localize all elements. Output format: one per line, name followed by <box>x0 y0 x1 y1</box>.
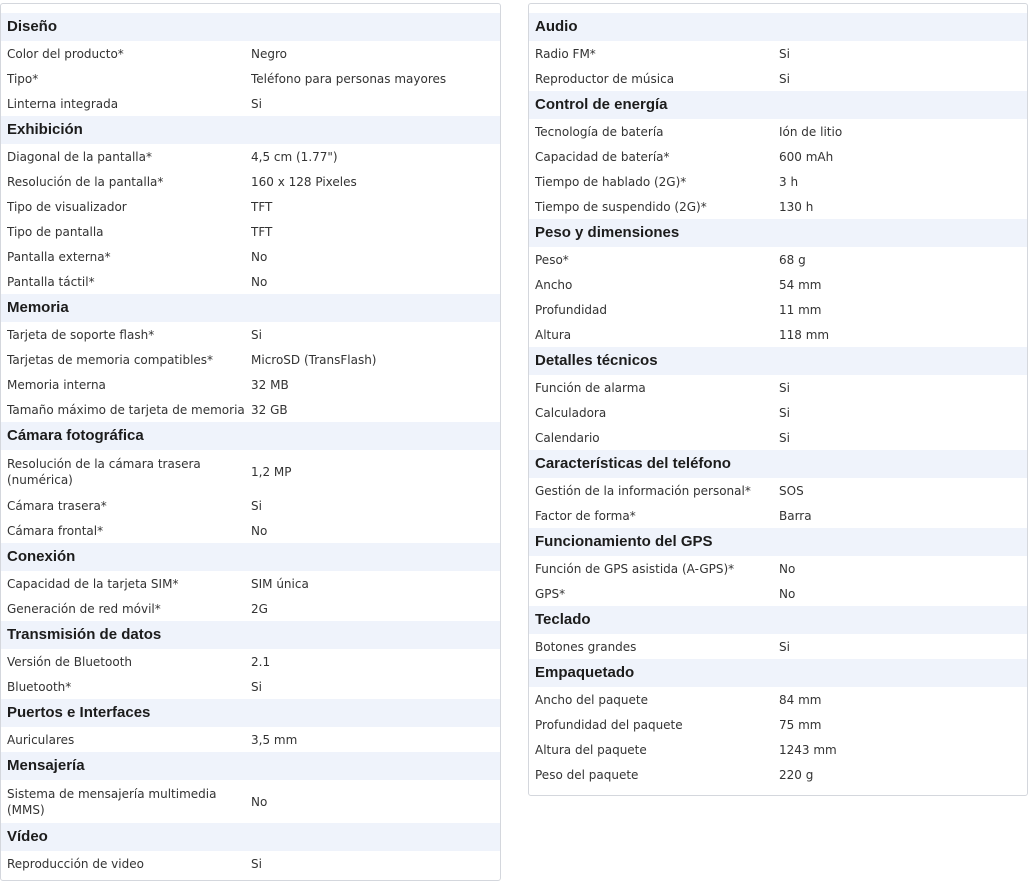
spec-label: Pantalla externa* <box>7 249 111 264</box>
spec-label: Gestión de la información personal* <box>535 483 751 498</box>
section-header-detalles-tecnicos: Detalles técnicos <box>529 347 1027 375</box>
spec-label: Profundidad <box>535 302 608 317</box>
spec-row <box>529 478 1027 503</box>
spec-label: Capacidad de la tarjeta SIM* <box>7 576 179 591</box>
spec-row <box>1 571 500 596</box>
spec-label: Tipo de visualizador <box>7 199 127 214</box>
spec-label: Radio FM* <box>535 46 596 61</box>
spec-row <box>1 450 500 493</box>
spec-row <box>529 297 1027 322</box>
spec-label: Memoria interna <box>7 377 106 392</box>
spec-row <box>529 425 1027 450</box>
spec-value: Si <box>251 856 262 871</box>
spec-row <box>529 247 1027 272</box>
spec-value: 118 mm <box>779 327 830 342</box>
section-header-puertos-e-interfaces: Puertos e Interfaces <box>1 699 500 727</box>
section-header-control-de-energia: Control de energía <box>529 91 1027 119</box>
spec-label: Altura del paquete <box>535 742 647 757</box>
section-header-memoria: Memoria <box>1 294 500 322</box>
spec-value: 3,5 mm <box>251 732 298 747</box>
spec-row <box>1 674 500 699</box>
spec-row <box>529 712 1027 737</box>
spec-label: Cámara trasera* <box>7 498 107 513</box>
spec-row <box>529 375 1027 400</box>
spec-value: Si <box>251 327 262 342</box>
spec-row <box>529 687 1027 712</box>
spec-panel-right <box>528 3 1028 796</box>
spec-row <box>1 518 500 543</box>
spec-row <box>529 169 1027 194</box>
spec-row <box>529 503 1027 528</box>
spec-value: 68 g <box>779 252 806 267</box>
spec-label: Generación de red móvil* <box>7 601 161 616</box>
spec-row <box>1 372 500 397</box>
spec-row <box>1 780 500 823</box>
section-header-mensajeria: Mensajería <box>1 752 500 780</box>
spec-row <box>1 194 500 219</box>
spec-row <box>1 727 500 752</box>
section-header-exhibicion: Exhibición <box>1 116 500 144</box>
section-header-transmision-de-datos: Transmisión de datos <box>1 621 500 649</box>
spec-value: No <box>251 794 268 809</box>
spec-value: Negro <box>251 46 287 61</box>
spec-row <box>529 322 1027 347</box>
spec-value: Si <box>251 96 262 111</box>
spec-value: 32 GB <box>251 402 288 417</box>
spec-value: No <box>251 274 268 289</box>
spec-label: Reproductor de música <box>535 71 675 86</box>
spec-value: MicroSD (TransFlash) <box>251 352 377 367</box>
spec-label: Ancho <box>535 277 573 292</box>
spec-label: Tarjeta de soporte flash* <box>7 327 155 342</box>
spec-value: 84 mm <box>779 692 822 707</box>
spec-value: 11 mm <box>779 302 822 317</box>
spec-row <box>529 400 1027 425</box>
spec-label: Sistema de mensajería multimedia (MMS) <box>7 786 217 817</box>
section-header-peso-y-dimensiones: Peso y dimensiones <box>529 219 1027 247</box>
spec-value: SOS <box>779 483 804 498</box>
spec-label: Tiempo de suspendido (2G)* <box>535 199 707 214</box>
spec-row <box>529 119 1027 144</box>
spec-value: TFT <box>251 199 273 214</box>
spec-row <box>1 41 500 66</box>
spec-row <box>529 194 1027 219</box>
spec-label: Auriculares <box>7 732 75 747</box>
spec-value: 1243 mm <box>779 742 837 757</box>
spec-value: Si <box>779 46 790 61</box>
spec-label: Tamaño máximo de tarjeta de memoria <box>7 402 245 417</box>
spec-label: Función de alarma <box>535 380 646 395</box>
spec-label: Pantalla táctil* <box>7 274 95 289</box>
spec-row <box>1 144 500 169</box>
spec-value: No <box>251 523 268 538</box>
spec-row <box>1 851 500 876</box>
section-header-teclado: Teclado <box>529 606 1027 634</box>
spec-label: Profundidad del paquete <box>535 717 683 732</box>
spec-label: Cámara frontal* <box>7 523 104 538</box>
section-header-conexion: Conexión <box>1 543 500 571</box>
spec-list-left <box>1 4 500 876</box>
spec-row <box>1 397 500 422</box>
spec-label: Resolución de la cámara trasera (numérica) <box>7 456 201 487</box>
spec-label: Calculadora <box>535 405 607 420</box>
spec-row <box>529 737 1027 762</box>
spec-row <box>1 322 500 347</box>
spec-value: Si <box>779 430 790 445</box>
spec-value: 220 g <box>779 767 814 782</box>
spec-row <box>529 41 1027 66</box>
spec-label: Calendario <box>535 430 600 445</box>
spec-label: Capacidad de batería* <box>535 149 670 164</box>
spec-label: Versión de Bluetooth <box>7 654 133 669</box>
spec-row <box>1 244 500 269</box>
spec-list-right <box>529 4 1027 787</box>
spec-row <box>529 581 1027 606</box>
spec-row <box>529 66 1027 91</box>
section-header-audio: Audio <box>529 13 1027 41</box>
spec-value: Si <box>251 679 262 694</box>
spec-label: GPS* <box>535 586 566 601</box>
spec-value: 4,5 cm (1.77") <box>251 149 338 164</box>
spec-row <box>529 634 1027 659</box>
spec-value: No <box>779 586 796 601</box>
spec-label: Botones grandes <box>535 639 637 654</box>
spec-value: No <box>779 561 796 576</box>
spec-row <box>1 347 500 372</box>
spec-value: 75 mm <box>779 717 822 732</box>
spec-value: 32 MB <box>251 377 289 392</box>
spec-row <box>1 596 500 621</box>
spec-label: Tipo de pantalla <box>7 224 104 239</box>
spec-row <box>1 169 500 194</box>
spec-row <box>529 556 1027 581</box>
spec-row <box>1 91 500 116</box>
spec-value: Si <box>779 71 790 86</box>
spec-panel-left <box>0 3 501 881</box>
spec-value: 54 mm <box>779 277 822 292</box>
spec-value: TFT <box>251 224 273 239</box>
spec-label: Ancho del paquete <box>535 692 648 707</box>
section-header-empaquetado: Empaquetado <box>529 659 1027 687</box>
section-header-diseno: Diseño <box>1 13 500 41</box>
spec-row <box>1 649 500 674</box>
spec-value: SIM única <box>251 576 309 591</box>
spec-row <box>1 219 500 244</box>
spec-label: Linterna integrada <box>7 96 119 111</box>
spec-label: Función de GPS asistida (A-GPS)* <box>535 561 735 576</box>
spec-value: 1,2 MP <box>251 464 292 479</box>
spec-label: Factor de forma* <box>535 508 636 523</box>
spec-row <box>529 762 1027 787</box>
section-header-funcionamiento-del-gps: Funcionamiento del GPS <box>529 528 1027 556</box>
spec-value: Ión de litio <box>779 124 843 139</box>
spec-label: Tipo* <box>7 71 39 86</box>
spec-value: 160 x 128 Pixeles <box>251 174 357 189</box>
spec-label: Peso del paquete <box>535 767 639 782</box>
spec-label: Tarjetas de memoria compatibles* <box>7 352 214 367</box>
spec-value: No <box>251 249 268 264</box>
spec-label: Tecnología de batería <box>535 124 664 139</box>
spec-value: Teléfono para personas mayores <box>251 71 447 86</box>
spec-label: Altura <box>535 327 572 342</box>
spec-row <box>1 66 500 91</box>
spec-value: Si <box>779 639 790 654</box>
spec-label: Color del producto* <box>7 46 124 61</box>
spec-value: 600 mAh <box>779 149 834 164</box>
spec-label: Bluetooth* <box>7 679 72 694</box>
spec-value: Si <box>779 380 790 395</box>
spec-value: 2.1 <box>251 654 271 669</box>
spec-row <box>529 272 1027 297</box>
section-header-caracteristicas-del-telefono: Características del teléfono <box>529 450 1027 478</box>
section-header-video: Vídeo <box>1 823 500 851</box>
spec-label: Reproducción de video <box>7 856 144 871</box>
spec-value: 2G <box>251 601 268 616</box>
spec-label: Tiempo de hablado (2G)* <box>535 174 687 189</box>
spec-value: 3 h <box>779 174 799 189</box>
spec-value: Barra <box>779 508 812 523</box>
spec-label: Diagonal de la pantalla* <box>7 149 152 164</box>
spec-value: Si <box>779 405 790 420</box>
spec-label: Peso* <box>535 252 569 267</box>
spec-value: Si <box>251 498 262 513</box>
spec-row <box>1 493 500 518</box>
spec-row <box>529 144 1027 169</box>
spec-label: Resolución de la pantalla* <box>7 174 164 189</box>
spec-row <box>1 269 500 294</box>
section-header-camara-fotografica: Cámara fotográfica <box>1 422 500 450</box>
spec-value: 130 h <box>779 199 814 214</box>
